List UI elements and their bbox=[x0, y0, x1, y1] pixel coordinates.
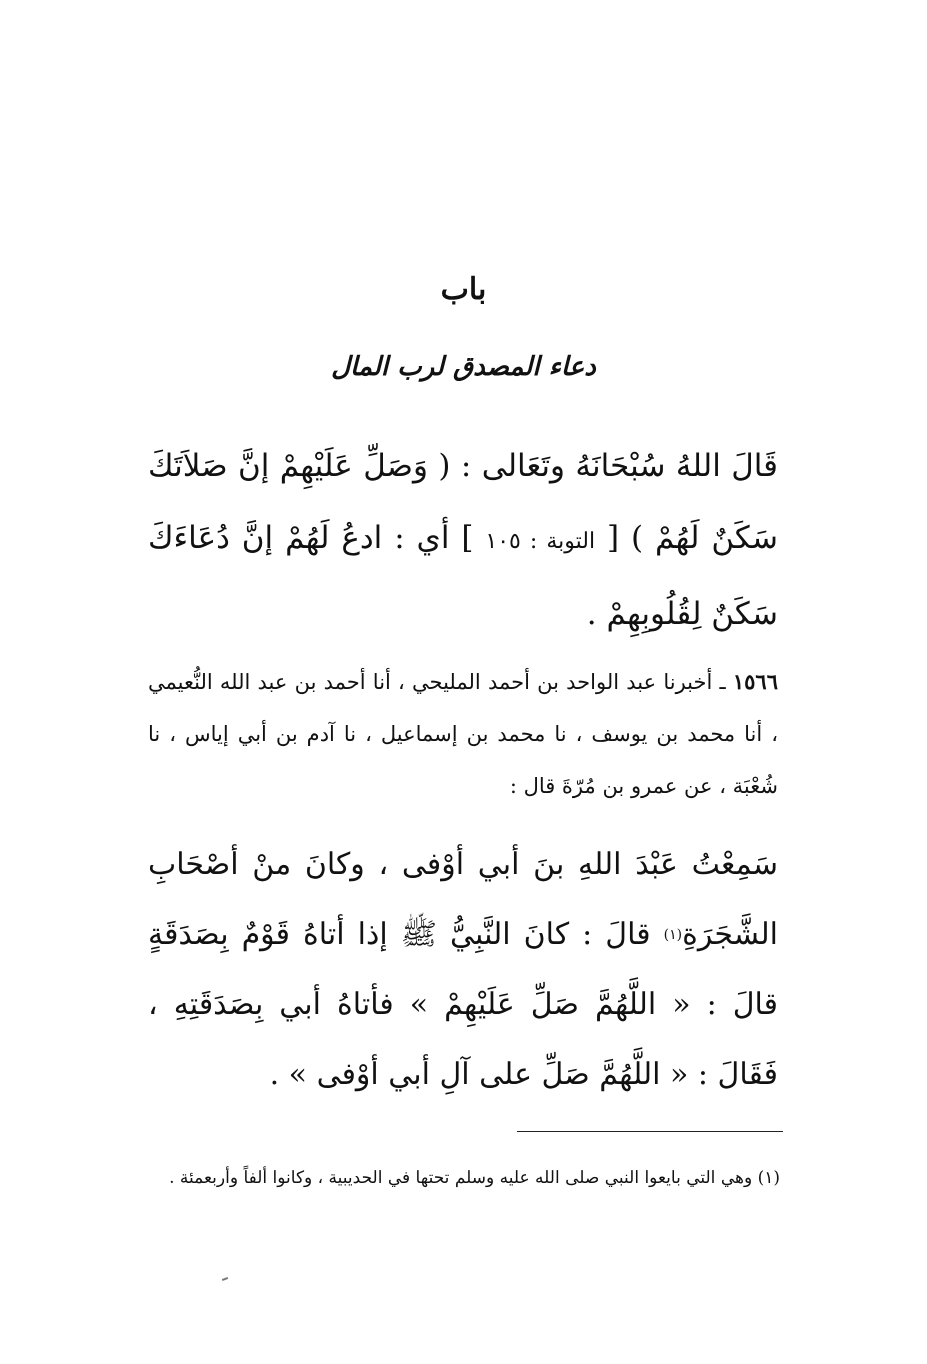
footnote-marker: (١) bbox=[757, 1168, 780, 1188]
verse-reference: التوبة : ١٠٥ bbox=[485, 529, 596, 554]
chapter-heading: دعاء المصدق لرب المال bbox=[331, 352, 596, 382]
footnote-separator bbox=[517, 1131, 783, 1132]
hadith-isnad bbox=[148, 656, 778, 812]
matn-text-part2: قالَ : كانَ النَّبِيُّ ﷺ إذا أتاهُ قَوْمٌ بِصَدَقَةٍ قالَ : « اللَّهُمَّ صَلِّ عَلَيْهِمْ » فأتاهُ أبي بِصَدَقَتِهِ ، فَقَالَ : « اللَّهُمَّ صَلِّ على آلِ أبي أوْفى » . bbox=[148, 917, 778, 1092]
hadith-matn bbox=[148, 830, 778, 1110]
scan-speck bbox=[222, 1277, 228, 1281]
footnote-text: وهي التي بايعوا النبي صلى الله عليه وسلم تحتها في الحديبية ، وكانوا ألفاً وأربعمئة . bbox=[169, 1168, 753, 1188]
footnote-reference: (١) bbox=[663, 927, 683, 943]
hadith-number: ١٥٦٦ bbox=[732, 669, 778, 694]
verse-text: قَالَ اللهُ سُبْحَانَهُ وتَعَالى : ( وَصَلِّ عَلَيْهِمْ إنَّ صَلاَتَكَ سَكَنٌ لَهُمْ ) [ bbox=[148, 448, 779, 556]
quran-verse-paragraph bbox=[148, 430, 778, 650]
matn-text-part1: سَمِعْتُ عَبْدَ اللهِ بنَ أبي أوْفى ، وكانَ منْ أصْحَابِ الشَّجَرَةِ bbox=[148, 847, 778, 952]
isnad-text: ـ أخبرنا عبد الواحد بن أحمد المليحي ، أنا أحمد بن عبد الله النُّعيمي ، أنا محمد بن يوسف ، نا محمد بن إسماعيل ، نا آدم بن أبي إياس ، نا شُعْبَة ، عن عمرو بن مُرّةَ قال : bbox=[148, 670, 778, 798]
footnote bbox=[140, 1160, 780, 1196]
verse-continuation: ] أي : ادعُ لَهُمْ إنَّ دُعَاءَكَ سَكَنٌ لِقُلُوبِهِمْ . bbox=[148, 520, 778, 632]
section-title: باب bbox=[440, 272, 487, 307]
